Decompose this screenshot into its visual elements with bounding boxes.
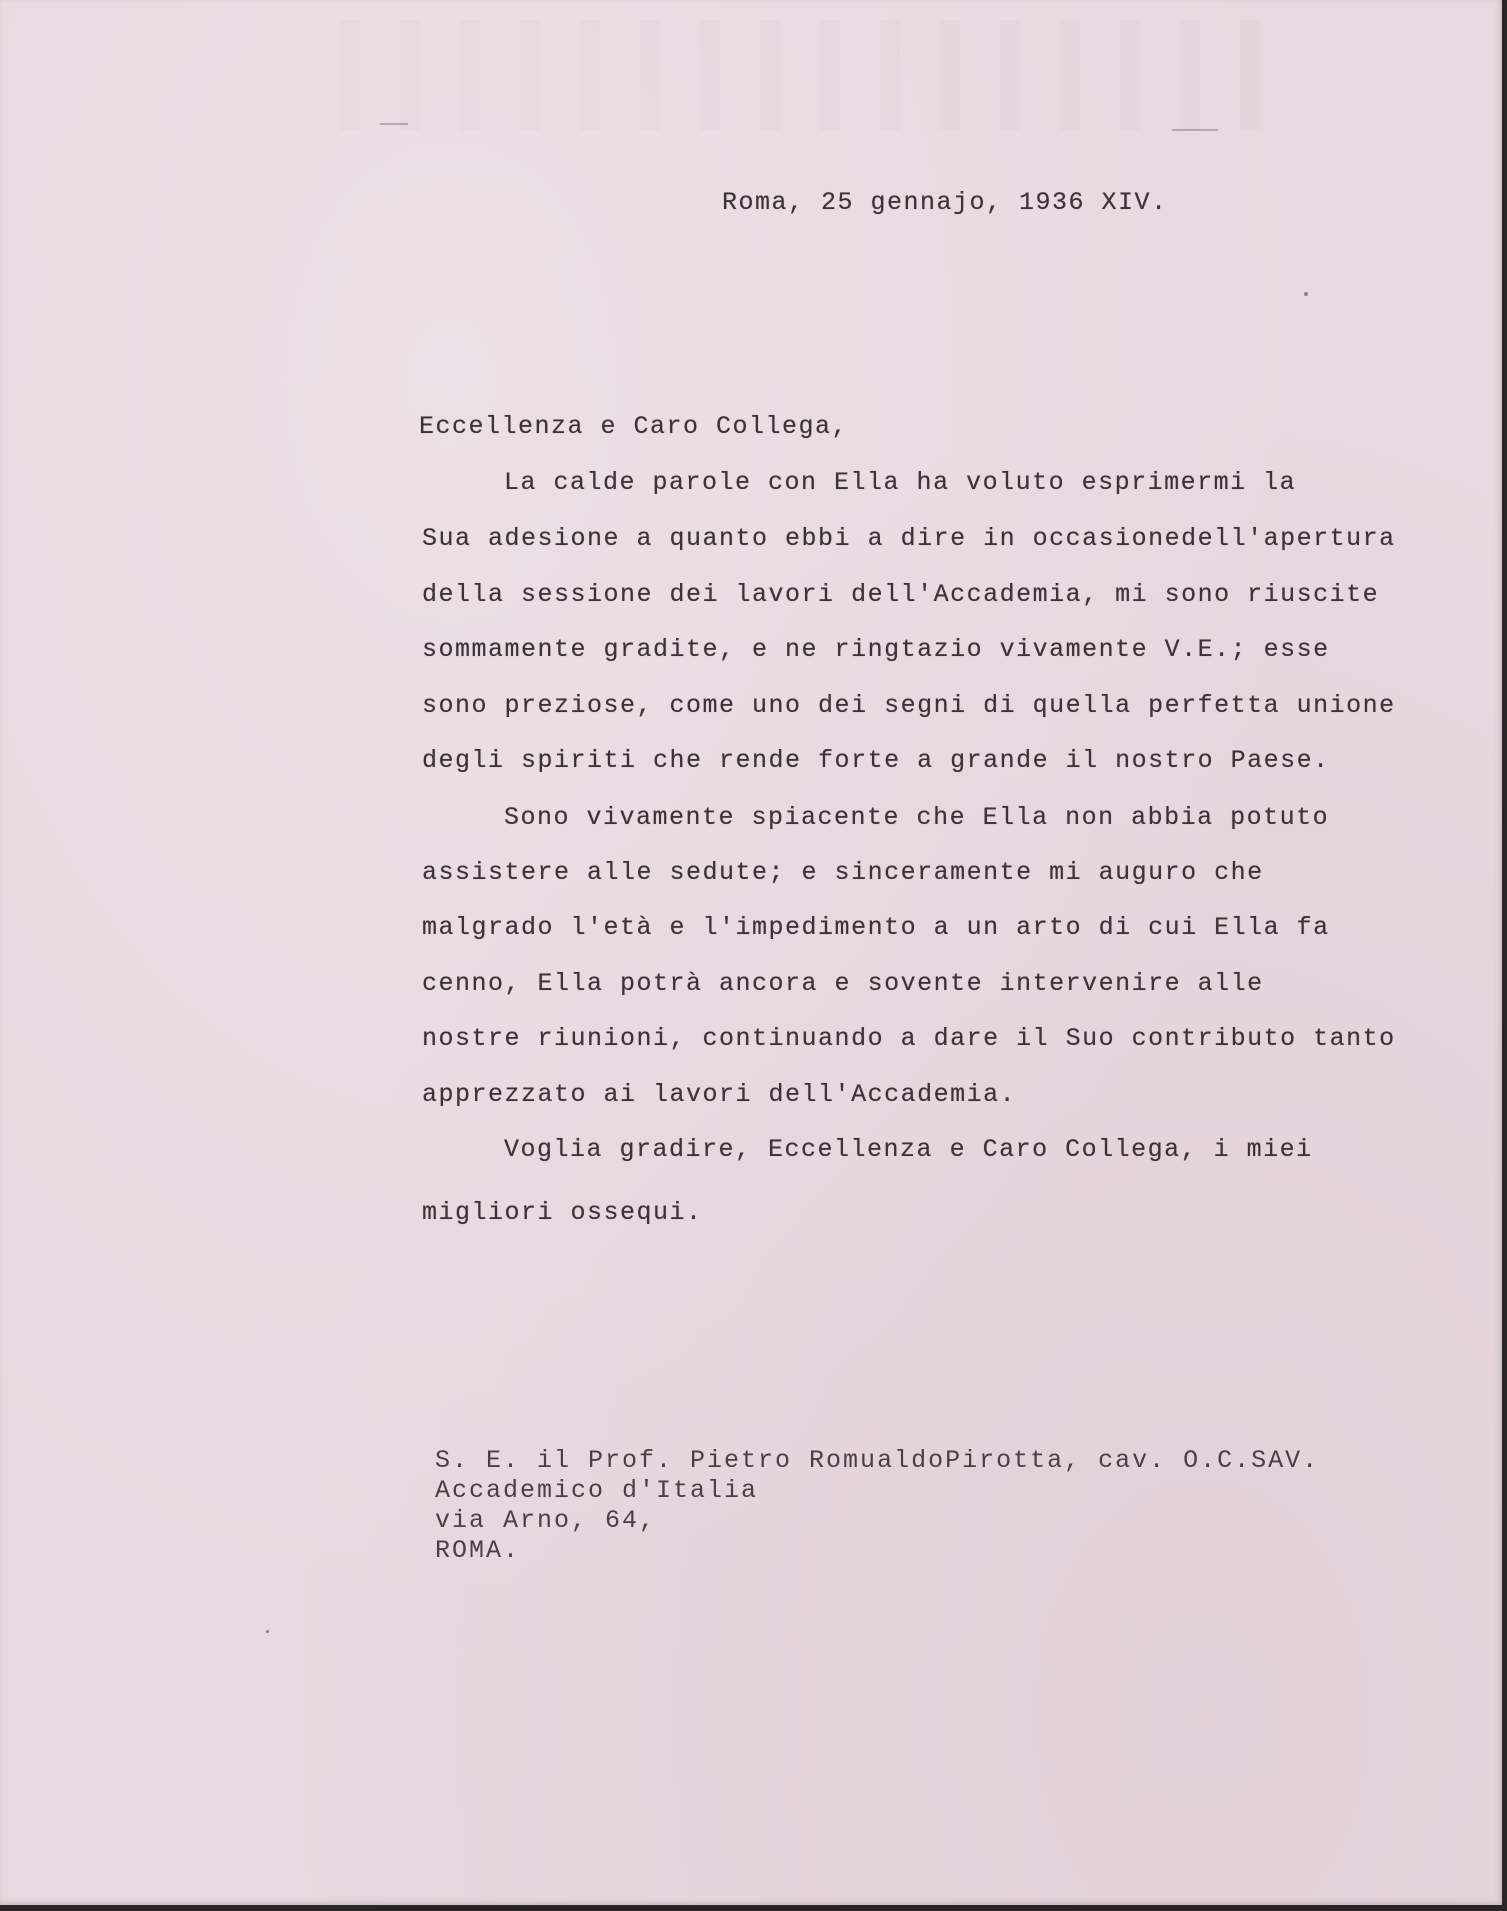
dateline: Roma, 25 gennajo, 1936 XIV. <box>722 188 1168 217</box>
recipient-street: via Arno, 64, <box>435 1506 657 1535</box>
body-line: della sessione dei lavori dell'Accademia, mi sono riuscite <box>422 580 1380 609</box>
body-line: sono preziose, come uno dei segni di quella perfetta unione <box>422 691 1396 720</box>
ink-mark <box>380 123 408 125</box>
recipient-name: S. E. il Prof. Pietro RomualdoPirotta, cav. O.C.SAV. <box>435 1446 1320 1475</box>
body-line: Sono vivamente spiacente che Ella non abbia potuto <box>504 803 1330 832</box>
body-line: malgrado l'età e l'impedimento a un arto di cui Ella fa <box>422 913 1330 942</box>
closing-line: migliori ossequi. <box>422 1198 703 1227</box>
ink-speck <box>266 1630 269 1633</box>
closing-line: Voglia gradire, Eccellenza e Caro Collega, i miei <box>504 1135 1313 1164</box>
ink-speck <box>1304 292 1308 296</box>
body-line: Sua adesione a quanto ebbi a dire in occasionedell'apertura <box>422 524 1396 553</box>
body-line: cenno, Ella potrà ancora e sovente intervenire alle <box>422 969 1264 998</box>
body-line: nostre riunioni, continuando a dare il Suo contributo tanto <box>422 1024 1396 1053</box>
body-line: assistere alle sedute; e sinceramente mi auguro che <box>422 858 1264 887</box>
body-line: apprezzato ai lavori dell'Accademia. <box>422 1080 1017 1109</box>
body-line: La calde parole con Ella ha voluto esprimermi la <box>504 468 1297 497</box>
bleed-through-letterhead <box>300 20 1300 130</box>
recipient-title: Accademico d'Italia <box>435 1476 759 1505</box>
recipient-city: ROMA. <box>435 1536 521 1565</box>
ink-mark <box>1172 129 1218 131</box>
body-line: sommamente gradite, e ne ringtazio vivamente V.E.; esse <box>422 635 1330 664</box>
body-line: degli spiriti che rende forte a grande il nostro Paese. <box>422 746 1330 775</box>
salutation: Eccellenza e Caro Collega, <box>419 412 849 441</box>
